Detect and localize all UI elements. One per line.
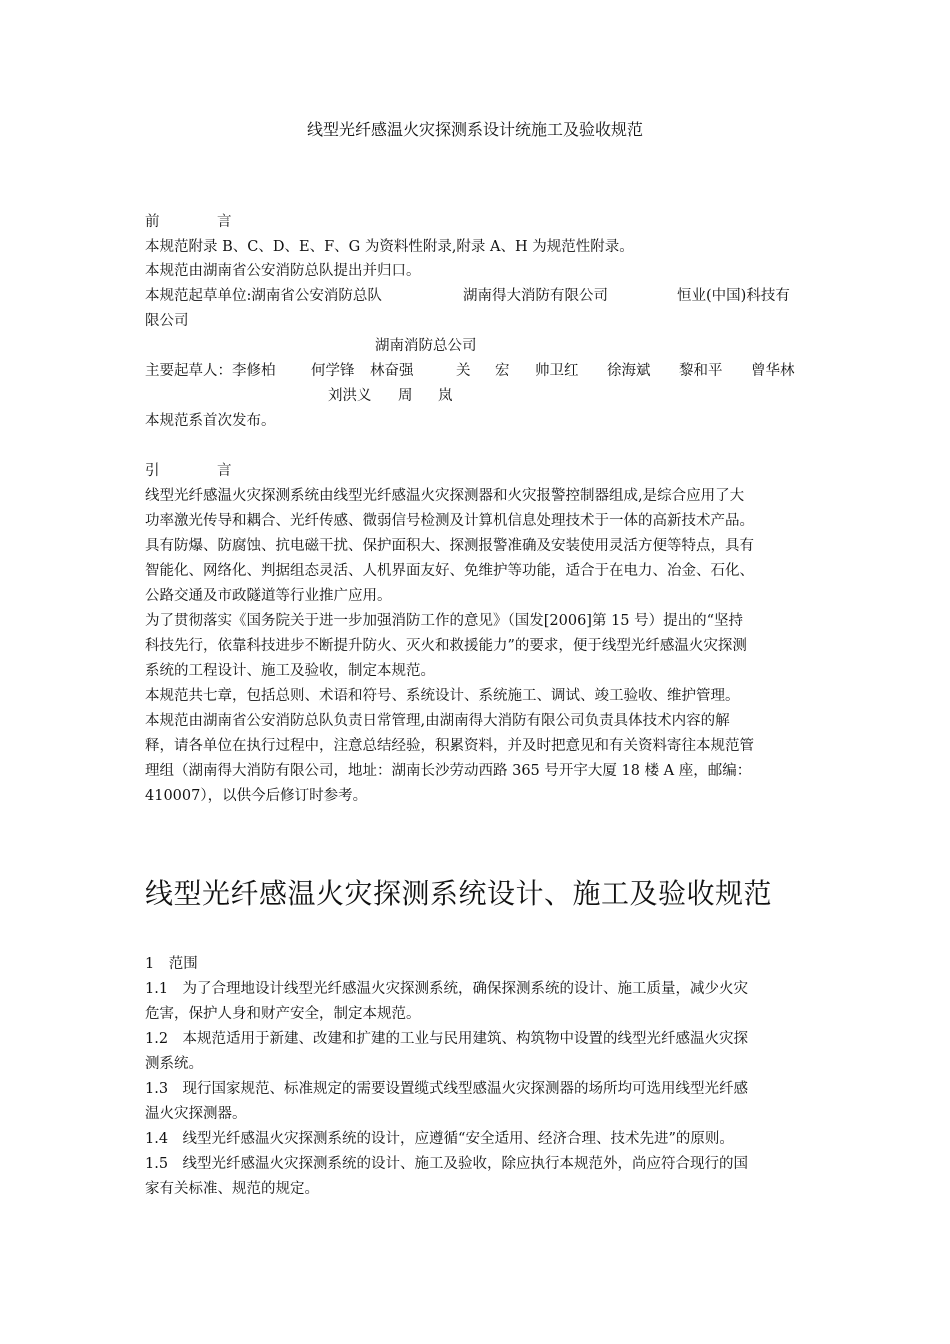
drafting-unit-2: 湖南得大消防有限公司: [463, 288, 608, 304]
drafter-name: 徐海斌: [607, 363, 651, 379]
foreword-last: 本规范系首次发布。: [145, 413, 276, 429]
drafter-name: 曾华林: [751, 363, 795, 379]
intro-line: 本规范共七章，包括总则、术语和符号、系统设计、系统施工、调试、竣工验收、维护管理。: [145, 688, 740, 704]
drafting-unit-3: 恒业(中国)科技有: [677, 288, 790, 304]
intro-heading-char1: 引: [145, 463, 160, 479]
section-heading: 1 范围: [145, 956, 198, 972]
intro-line: 释，请各单位在执行过程中，注意总结经验，积累资料，并及时把意见和有关资料寄往本规范管: [145, 738, 754, 754]
drafter-name: 关: [456, 363, 471, 379]
clause-line: 家有关标准、规范的规定。: [145, 1181, 319, 1197]
intro-line: 具有防爆、防腐蚀、抗电磁干扰、保护面积大、探测报警准确及安装使用灵活方便等特点，具有: [145, 538, 754, 554]
foreword-p2: 本规范由湖南省公安消防总队提出并归口。: [145, 263, 421, 279]
drafter-name: 何学锋: [311, 363, 355, 379]
foreword-heading-char2: 言: [217, 214, 232, 230]
drafter-name: 刘洪义: [328, 388, 372, 404]
drafting-unit-4: 湖南消防总公司: [375, 338, 477, 354]
clause-line: 1.5 线型光纤感温火灾探测系统的设计、施工及验收，除应执行本规范外，尚应符合现行的国: [145, 1156, 749, 1172]
drafter-name: 岚: [438, 388, 453, 404]
drafting-unit-3-cont: 限公司: [145, 313, 189, 329]
intro-line: 功率激光传导和耦合、光纤传感、微弱信号检测及计算机信息处理技术于一体的高新技术产品。: [145, 513, 754, 529]
clause-line: 1.3 现行国家规范、标准规定的需要设置缆式线型感温火灾探测器的场所均可选用线型光纤感: [145, 1081, 749, 1097]
drafting-units-label: 本规范起草单位:湖南省公安消防总队: [145, 288, 382, 304]
drafter-name: 宏: [495, 363, 510, 379]
drafter-name: 周: [398, 388, 413, 404]
intro-line: 公路交通及市政隧道等行业推广应用。: [145, 588, 392, 604]
intro-line: 系统的工程设计、施工及验收，制定本规范。: [145, 663, 435, 679]
clause-line: 1.1 为了合理地设计线型光纤感温火灾探测系统，确保探测系统的设计、施工质量，减少火灾: [145, 981, 749, 997]
intro-line: 智能化、网络化、判据组态灵活、人机界面友好、免维护等功能，适合于在电力、冶金、石化、: [145, 563, 754, 579]
document-title: 线型光纤感温火灾探测系设计统施工及验收规范: [306, 120, 643, 139]
intro-line: 理组（湖南得大消防有限公司，地址：湖南长沙劳动西路 365 号开宇大厦 18 楼 A 座，邮编：: [145, 763, 752, 779]
clause-line: 测系统。: [145, 1056, 203, 1072]
drafter-name: 林奋强: [370, 363, 414, 379]
drafter-name: 黎和平: [679, 363, 723, 379]
foreword-heading-char1: 前: [145, 214, 160, 230]
foreword-p1: 本规范附录 B、C、D、E、F、G 为资料性附录,附录 A、H 为规范性附录。: [145, 239, 634, 255]
clause-line: 危害，保护人身和财产安全，制定本规范。: [145, 1006, 421, 1022]
intro-line: 线型光纤感温火灾探测系统由线型光纤感温火灾探测器和火灾报警控制器组成,是综合应用了大: [145, 488, 745, 504]
drafters-label: 主要起草人：李修柏: [145, 363, 276, 379]
intro-line: 410007），以供今后修订时参考。: [145, 788, 368, 804]
clause-line: 温火灾探测器。: [145, 1106, 247, 1122]
intro-line: 本规范由湖南省公安消防总队负责日常管理,由湖南得大消防有限公司负责具体技术内容的解: [145, 713, 730, 729]
drafter-name: 帅卫红: [535, 363, 579, 379]
intro-line: 科技先行，依靠科技进步不断提升防火、灭火和救援能力”的要求，便于线型光纤感温火灾探测: [145, 638, 747, 654]
intro-line: 为了贯彻落实《国务院关于进一步加强消防工作的意见》（国发[2006]第 15 号）提出的“坚持: [145, 613, 744, 629]
main-title: 线型光纤感温火灾探测系统设计、施工及验收规范: [145, 877, 773, 910]
intro-heading-char2: 言: [217, 463, 232, 479]
clause-line: 1.4 线型光纤感温火灾探测系统的设计，应遵循“安全适用、经济合理、技术先进”的原则。: [145, 1131, 734, 1147]
clause-line: 1.2 本规范适用于新建、改建和扩建的工业与民用建筑、构筑物中设置的线型光纤感温火灾探: [145, 1031, 749, 1047]
